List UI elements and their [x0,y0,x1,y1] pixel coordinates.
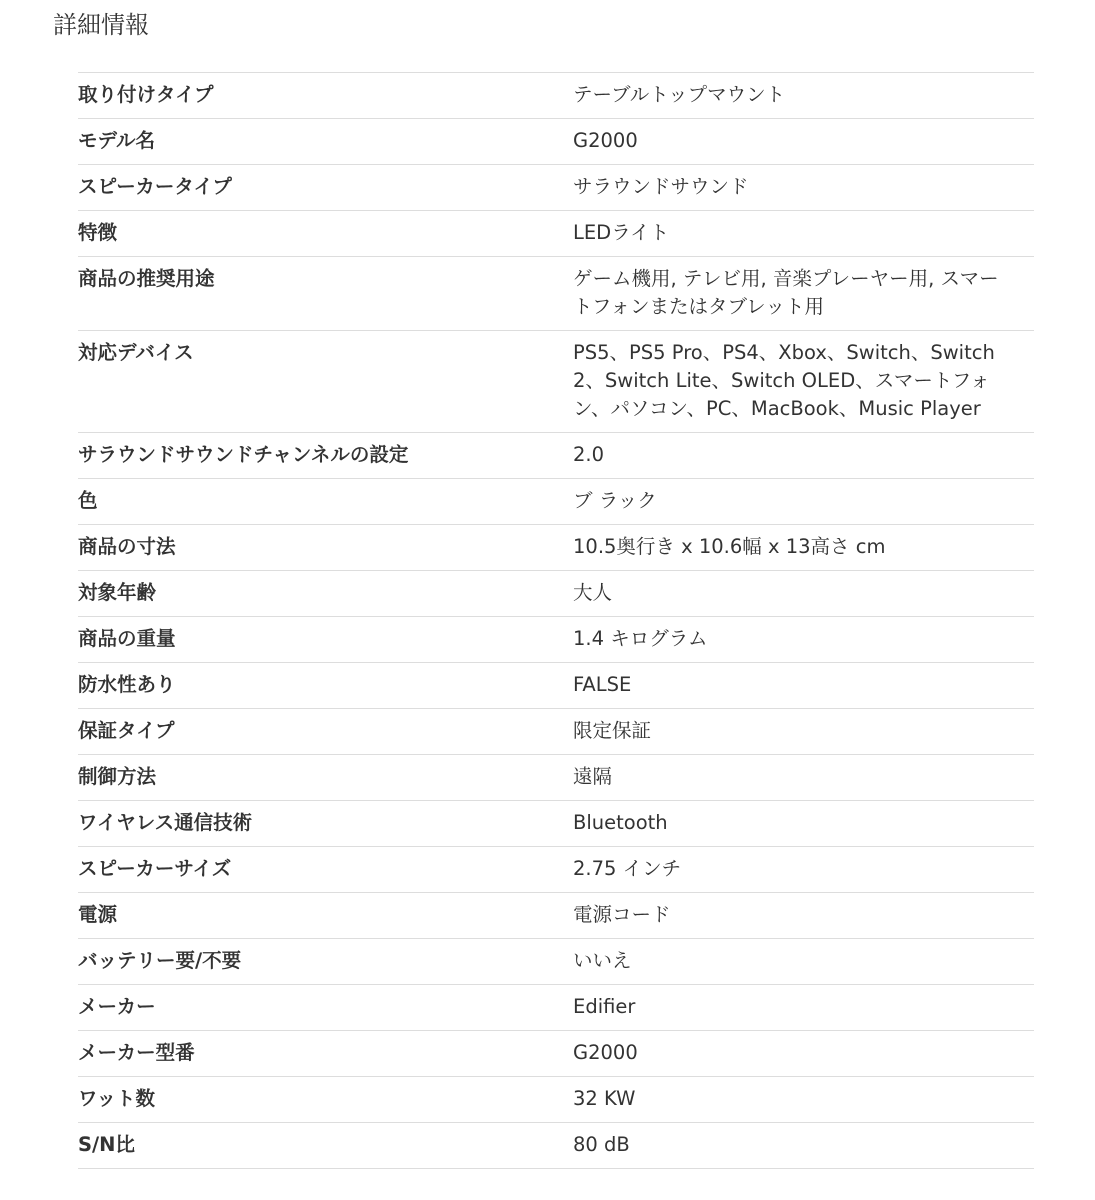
spec-value: ブ ラック [573,489,657,512]
spec-row [78,939,1034,985]
spec-label: スピーカータイプ [78,175,232,198]
spec-value: 大人 [573,581,613,604]
spec-row [78,1077,1034,1123]
spec-row [78,663,1034,709]
spec-row [78,119,1034,165]
spec-value: G2000 [573,1041,638,1064]
spec-label: 商品の寸法 [78,535,176,558]
spec-value: FALSE [573,673,632,696]
spec-label: スピーカーサイズ [78,857,232,880]
spec-value: サラウンドサウンド [573,175,749,198]
spec-value: 32 KW [573,1087,636,1110]
spec-value: 遠隔 [573,765,613,788]
spec-label: バッテリー要/不要 [78,949,242,972]
spec-row [78,709,1034,755]
spec-value: いいえ [573,949,632,972]
spec-label: 保証タイプ [78,719,175,742]
spec-value: G2000 [573,129,638,152]
spec-row [78,165,1034,211]
spec-row [78,525,1034,571]
spec-row [78,479,1034,525]
spec-value: 電源コード [573,903,671,926]
spec-value: 2.0 [573,443,605,466]
spec-value: Edifier [573,995,636,1018]
section-title: 詳細情報 [53,11,149,39]
spec-label: ワイヤレス通信技術 [78,811,253,834]
spec-table-body [78,73,1034,1169]
spec-row [78,801,1034,847]
spec-label: 対象年齢 [78,581,157,604]
spec-row [78,847,1034,893]
spec-row [78,1031,1034,1077]
spec-value: 80 dB [573,1133,630,1156]
spec-row [78,211,1034,257]
spec-value: 2.75 インチ [573,857,682,880]
spec-label: モデル名 [78,129,156,152]
spec-row [78,331,1034,433]
spec-value: 10.5奥行き x 10.6幅 x 13高さ cm [573,535,886,558]
spec-value: 限定保証 [573,719,652,742]
spec-row [78,433,1034,479]
spec-value: PS5、PS5 Pro、PS4、Xbox、Switch、Switch 2、Switch Lite、Switch OLED、スマートフォン、パソコン、PC、MacBook、Music Player [573,341,995,420]
spec-row [78,893,1034,939]
spec-row [78,617,1034,663]
spec-label: 制御方法 [78,765,157,788]
spec-value: LEDライト [573,221,670,244]
spec-label: 対応デバイス [78,341,194,364]
spec-label: 商品の推奨用途 [78,267,215,290]
spec-row [78,1123,1034,1169]
spec-table [78,72,1034,1169]
spec-label: 防水性あり [78,673,176,696]
spec-label: 取り付けタイプ [78,83,214,106]
spec-label: 電源 [78,903,118,926]
spec-value: ゲーム機用, テレビ用, 音楽プレーヤー用, スマートフォンまたはタブレット用 [573,267,999,318]
spec-row [78,257,1034,331]
spec-label: メーカー型番 [78,1041,195,1064]
spec-value: 1.4 キログラム [573,627,708,650]
spec-label: S/N比 [78,1133,135,1156]
spec-label: ワット数 [78,1087,156,1110]
spec-label: サラウンドサウンドチャンネルの設定 [78,443,409,466]
spec-value: テーブルトップマウント [573,83,786,106]
spec-row [78,571,1034,617]
spec-value: Bluetooth [573,811,668,834]
spec-label: 色 [78,489,98,512]
spec-label: メーカー [78,995,156,1018]
spec-row [78,985,1034,1031]
spec-label: 特徴 [78,221,118,244]
spec-label: 商品の重量 [78,627,176,650]
spec-row [78,73,1034,119]
spec-row [78,755,1034,801]
